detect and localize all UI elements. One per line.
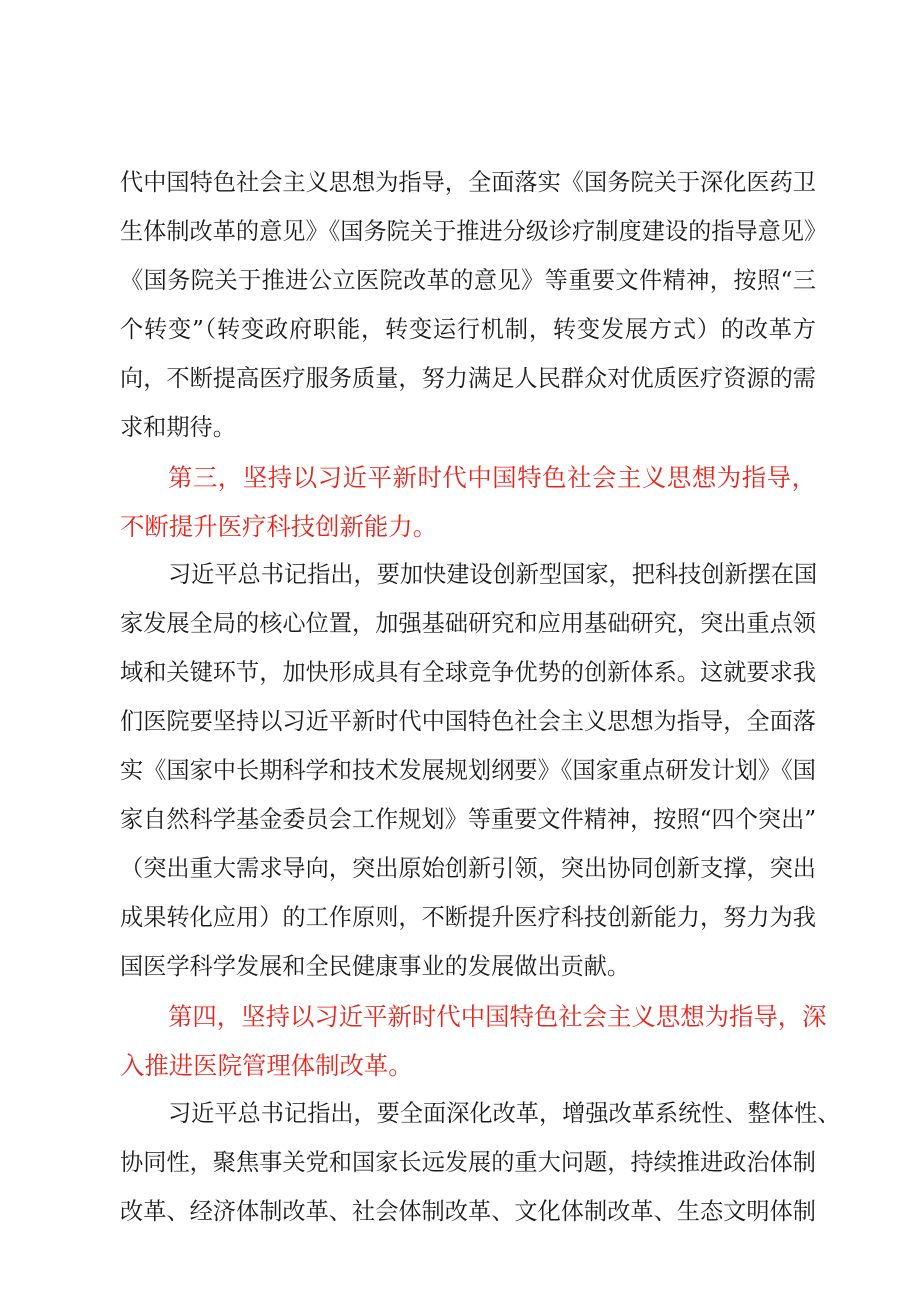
paragraph-2-line-9: 国医学科学发展和全民健康事业的发展做出贡献。 xyxy=(120,953,631,980)
paragraph-2-line-5: 实《国家中长期科学和技术发展规划纲要》《国家重点研发计划》《国 xyxy=(120,757,816,784)
section-heading-4-line-1: 第四，坚持以习近平新时代中国特色社会主义思想为指导，深 xyxy=(168,1002,827,1031)
section-heading-3-line-1: 第三，坚持以习近平新时代中国特色社会主义思想为指导， xyxy=(168,463,816,492)
paragraph-1-line-2: 生体制改革的意见》《国务院关于推进分级诊疗制度建设的指导意见》 xyxy=(120,218,828,245)
paragraph-2-line-4: 们医院要坚持以习近平新时代中国特色社会主义思想为指导，全面落 xyxy=(120,708,816,735)
section-heading-3-line-2: 不断提升医疗科技创新能力。 xyxy=(120,512,438,541)
paragraph-2-line-7: （突出重大需求导向，突出原始创新引领，突出协同创新支撑，突出 xyxy=(120,855,816,882)
paragraph-2-line-3: 域和关键环节，加快形成具有全球竞争优势的创新体系。这就要求我 xyxy=(120,659,816,686)
paragraph-2-line-8: 成果转化应用）的工作原则，不断提升医疗科技创新能力，努力为我 xyxy=(120,904,816,931)
paragraph-1-line-6: 求和期待。 xyxy=(120,414,236,441)
paragraph-1-line-3: 《国务院关于推进公立医院改革的意见》等重要文件精神，按照“三 xyxy=(120,267,816,294)
paragraph-2-line-2: 家发展全局的核心位置，加强基础研究和应用基础研究，突出重点领 xyxy=(120,610,816,637)
paragraph-3-line-3: 改革、经济体制改革、社会体制改革、文化体制改革、生态文明体制 xyxy=(120,1198,816,1225)
paragraph-1-line-1: 代中国特色社会主义思想为指导，全面落实《国务院关于深化医药卫 xyxy=(120,169,816,196)
paragraph-1-line-4: 个转变”（转变政府职能，转变运行机制，转变发展方式）的改革方 xyxy=(120,316,816,343)
section-heading-4-line-2: 入推进医院管理体制改革。 xyxy=(120,1051,413,1080)
paragraph-3-line-2: 协同性，聚焦事关党和国家长远发展的重大问题，持续推进政治体制 xyxy=(120,1149,816,1176)
paragraph-3-line-1: 习近平总书记指出，要全面深化改革，增强改革系统性、整体性、 xyxy=(168,1100,841,1127)
paragraph-2-line-1: 习近平总书记指出，要加快建设创新型国家，把科技创新摆在国 xyxy=(168,561,818,588)
paragraph-2-line-6: 家自然科学基金委员会工作规划》等重要文件精神，按照“四个突出” xyxy=(120,806,817,833)
paragraph-1-line-5: 向，不断提高医疗服务质量，努力满足人民群众对优质医疗资源的需 xyxy=(120,365,816,392)
